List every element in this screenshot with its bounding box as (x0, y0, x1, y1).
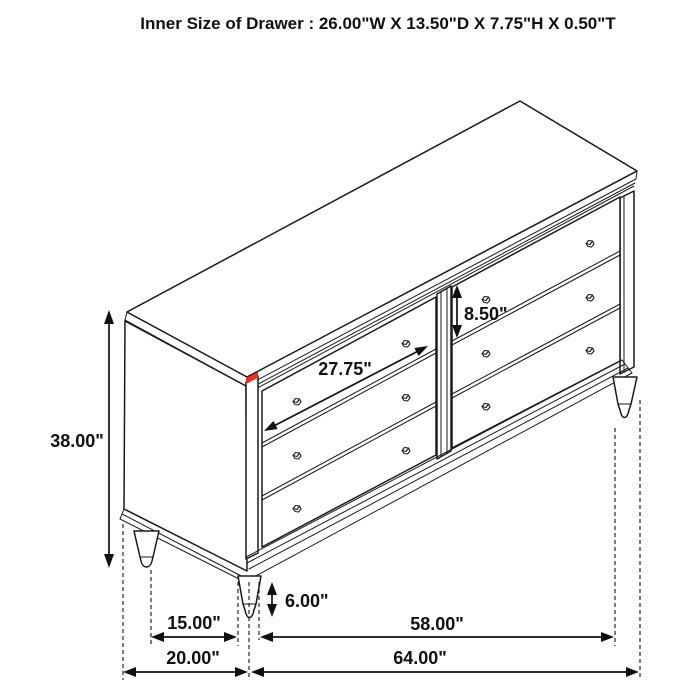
dim-front-leg-spacing (260, 614, 614, 642)
dim-side-leg-spacing (151, 613, 237, 642)
arrowhead (104, 310, 114, 324)
drawer-knob-icon (482, 297, 490, 304)
drawer-knob-icon (293, 506, 301, 513)
arrowhead (224, 632, 237, 642)
right-post (620, 191, 634, 374)
dim-leg-height (267, 582, 329, 617)
arrowhead (267, 604, 277, 617)
arrowhead (151, 632, 164, 642)
dimension-label: 6.00" (285, 591, 329, 611)
dresser-drawing (120, 101, 637, 618)
drawer-knob-icon (402, 341, 410, 348)
dimension-label: 8.50" (464, 304, 508, 324)
drawer-knob-icon (586, 295, 594, 302)
arrowhead (260, 632, 273, 642)
drawer-knob-icon (482, 351, 490, 358)
dim-overall-height (50, 310, 114, 568)
dimension-label: 38.00" (50, 431, 104, 451)
arrowhead (123, 667, 136, 677)
front-left-post (246, 376, 258, 559)
dimension-label: 64.00" (393, 648, 447, 668)
arrowhead (267, 582, 277, 595)
arrowhead (104, 554, 114, 568)
dim-overall-width (251, 648, 639, 677)
diagram-title: Inner Size of Drawer : 26.00"W X 13.50"D X 7.75"H X 0.50"T (140, 14, 616, 33)
arrowhead (626, 667, 639, 677)
dimension-label: 20.00" (166, 648, 220, 668)
leg-rear-left (134, 531, 159, 567)
arrowhead (251, 667, 264, 677)
center-divider (437, 286, 451, 459)
drawer-knob-icon (293, 453, 301, 460)
arrowhead (601, 632, 614, 642)
drawer-knob-icon (402, 448, 410, 455)
drawer-knob-icon (482, 404, 490, 411)
drawer-knob-icon (586, 241, 594, 248)
dimension-label: 58.00" (410, 614, 464, 634)
leg-front-right (613, 377, 637, 418)
dimension-label: 15.00" (167, 613, 221, 633)
dimension-label: 27.75" (318, 359, 372, 379)
dim-overall-depth (123, 648, 248, 677)
arrowhead (235, 667, 248, 677)
drawer-knob-icon (293, 399, 301, 406)
drawer-knob-icon (586, 348, 594, 355)
drawer-knob-icon (402, 395, 410, 402)
